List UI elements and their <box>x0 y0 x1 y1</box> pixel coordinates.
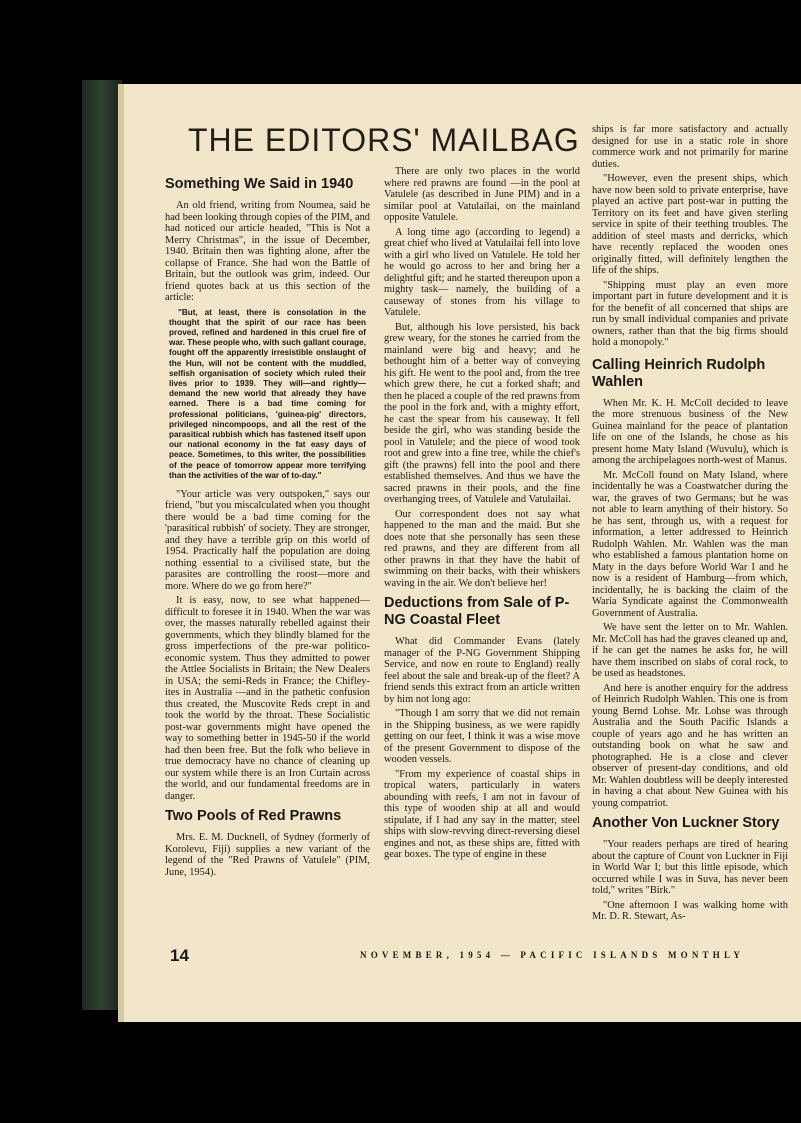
paragraph: But, although his love persisted, his back grew weary, for the stones he carried from the mainland were big and heavy; and he bethought him of a better way of conveying his gift. He went to the pool and, from the tree which grew there, he cut a forked shaft; and then he placed a couple of the red prawns from the pool in the fork and, with a mighty effort, he cast the spear from his causeway. It fell beside the girl, who was standing beside the pool in Vatulele; and the piece of wood took root and grew into a fine tree, while the chief's gift (the prawns) fell into the pool and there established themselves. And thus we have the sacred prawns in their pools, and the fine overhanging trees, of Vatulele and Vatulailai. <box>384 321 580 505</box>
paragraph: "One afternoon I was walking home with Mr. D. R. Stewart, As- <box>592 899 788 922</box>
paragraph: ships is far more satisfactory and actually designed for use in a static role in shore commerce work and not primarily for marine duties. <box>592 124 788 170</box>
paragraph: There are only two places in the world where red prawns are found —in the pool at Vatulele (as described in June PIM) and in a similar pool at Vatulailai, on the mainland opposite Vatulele. <box>384 166 580 223</box>
column-right <box>592 124 788 922</box>
paragraph: An old friend, writing from Noumea, said he had been looking through copies of the PIM, and had noticed our article headed, "This is Not a Merry Christmas", in the issue of December, 1940. Britain then was fighting alone, after the collapse of France. She had won the Battle of Britain, but the outlook was grim, indeed. Our friend quotes back at us this section of the article: <box>165 200 370 303</box>
paragraph: "Though I am sorry that we did not remain in the Shipping business, as we were rapidly getting on our feet, I think it was a wise move of the present Government to dispose of the wooden vessels. <box>384 708 580 765</box>
paragraph: What did Commander Evans (lately manager of the P-NG Government Shipping Service, and now en route to England) really feel about the sale and break-up of the fleet? A friend sends this extract from an article written by him not long ago: <box>384 636 580 705</box>
page-title: THE EDITORS' MAILBAG <box>188 122 580 158</box>
heading-deductions: Deductions from Sale of P-NG Coastal Fleet <box>384 595 570 628</box>
paragraph: When Mr. K. H. McColl decided to leave the more strenuous business of the New Guinea mainland for the peace of plantation life on one of the Islands, he chose as his present home Maty Island (Wuvulu), which is among the archipelagoes north-west of Manus. <box>592 397 788 466</box>
book-binding <box>82 80 122 1010</box>
paragraph: "However, even the present ships, which have now been sold to private enterprise, have played an active part post-war in putting the Territory on its feet and have given sterling service in spite of their teething troubles. The addition of steel masts and derricks, which have recently replaced the wooden ones originally fitted, will definitely lengthen the life of the ships. <box>592 173 788 276</box>
page-edge <box>118 84 124 1022</box>
paragraph: A long time ago (according to legend) a great chief who lived at Vatulailai fell into love with a girl who lived on Vatulele. He told her he would go across to her and bring her a delightful gift; and he started thereupon upon a mighty task— namely, the building of a causeway of stones from his village to Vatulele. <box>384 226 581 318</box>
heading-calling-wahlen: Calling Heinrich Rudolph Wahlen <box>592 356 766 390</box>
heading-two-pools: Two Pools of Red Prawns <box>165 808 342 825</box>
paragraph: Mrs. E. M. Ducknell, of Sydney (formerly of Korolevu, Fiji) supplies a new variant of the legend of the "Red Prawns of Vatulele" (PIM, June, 1954). <box>165 832 370 878</box>
column-middle <box>384 166 581 860</box>
quoted-passage: "But, at least, there is consolation in the thought that the spirit of our race has been proved, refined and hardened in this cruel fire of war. These people who, with such gallant courage, fought off the apparently irresistible onslaught of the Hun, will not be content with the muddled, selfish organisation of society which ruled their lives prior to 1939. They will—and rightly—demand the new world that already they have earned. There is a bad time coming for professional politicians, 'guinea-pig' directors, privileged nincompoops, and all the rest of the parasitical rubbish which has fastened itself upon our national economy in the fat easy days of peace. Sometimes, to this writer, the possibilities of the peace of tomorrow appear more terrifying than the activities of the war of to-day." <box>169 307 366 480</box>
paragraph: Mr. McColl found on Maty Island, where incidentally he was a Coastwatcher during the war, the graves of two Germans; but he was not able to learn anything of their history. So he has sent, through us, with a request for information, a letter addressed to Heinrich Rudolph Wahlen. Mr. Wahlen was the man who established a famous plantation home on Maty in the days before World War I and he now is a resident of Hamburg—from which, incidentally, he is backing the claim of the Waria Syndicate against the Commonwealth Government of Australia. <box>592 469 788 619</box>
paragraph: And here is another enquiry for the address of Heinrich Rudolph Wahlen. This one is from young Bernd Lohse. Mr. Lohse was through Australia and the South Pacific Islands a couple of years ago and he has written an outstanding book on what he saw and photographed. He is a close and clever observer of present-day conditions, and old Mr. Wahlen doubtless will be deeply interested in having a chat about New Guinea with his young compatriot. <box>592 682 788 809</box>
paragraph: "Your article was very outspoken," says our friend, "but you miscalculated when you thought there would be a bad time coming for the 'parasitical rubbish' of society. They are stronger, and they have a terrible grip on this world of 1954. Practically half the population are doing nothing essential to a civilised state, but the parasites are controlling the roost—more and more. Where do we go from here?" <box>165 488 370 592</box>
paragraph: Our correspondent does not say what happened to the man and the maid. But she does note that she personally has seen these red prawns, and they are different from all other prawns in that they have the habit of swimming on their backs, with their whiskers waving in the air. We don't believe her! <box>384 508 580 589</box>
column-left <box>165 170 370 878</box>
paragraph: "Your readers perhaps are tired of hearing about the capture of Count von Luckner in Fiji in World War I; but this little episode, which occurred while I was in Suva, has never been told," writes "Birk." <box>592 839 788 896</box>
paragraph: It is easy, now, to see what happened—difficult to foresee it in 1940. When the war was over, the masses naturally rebelled against their governments, which they blindly blamed for the gross imperfections of the pre-war politico-economic system. Thus they admitted to power the Attlee Socialists in Britain; the New Dealers in USA; the semi-Reds in France; the Chifley-ites in Australia —and in the pathetic confusion thus created, the Muscovite Reds crept in and took the world by the throat. These Socialistic post-war governments might have opened the way to something better in 1945-50 if the world had then been free. But the folk who believe in true democracy have no chance of cleaning up our system while there is an Iron Curtain across the world, and our fundamental freedoms are in danger. <box>165 595 370 802</box>
paragraph: We have sent the letter on to Mr. Wahlen. Mr. McColl has had the graves cleaned up and, if he can get the names he asks for, he will have them inscribed on slabs of coral rock, to be used as headstones. <box>592 622 788 679</box>
page-number: 14 <box>170 946 189 965</box>
paragraph: "Shipping must play an even more important part in future development and it is for the benefit of all concerned that ships are run by small individual companies and private owners, rather than that the big firms should hold a monopoly." <box>592 279 788 348</box>
heading-von-luckner: Another Von Luckner Story <box>592 815 780 831</box>
heading-something-we-said: Something We Said in 1940 <box>165 176 354 192</box>
running-footer: NOVEMBER, 1954 — PACIFIC ISLANDS MONTHLY <box>360 950 745 960</box>
paragraph: "From my experience of coastal ships in tropical waters, particularly in waters abounding with reefs, I am not in favour of this type of wooden ship at all and would stipulate, if I had any say in the matter, steel ships with slow-revving direct-reversing diesel engines and not, as these ships are, fitted with gear boxes. The type of engine in these <box>384 768 580 860</box>
